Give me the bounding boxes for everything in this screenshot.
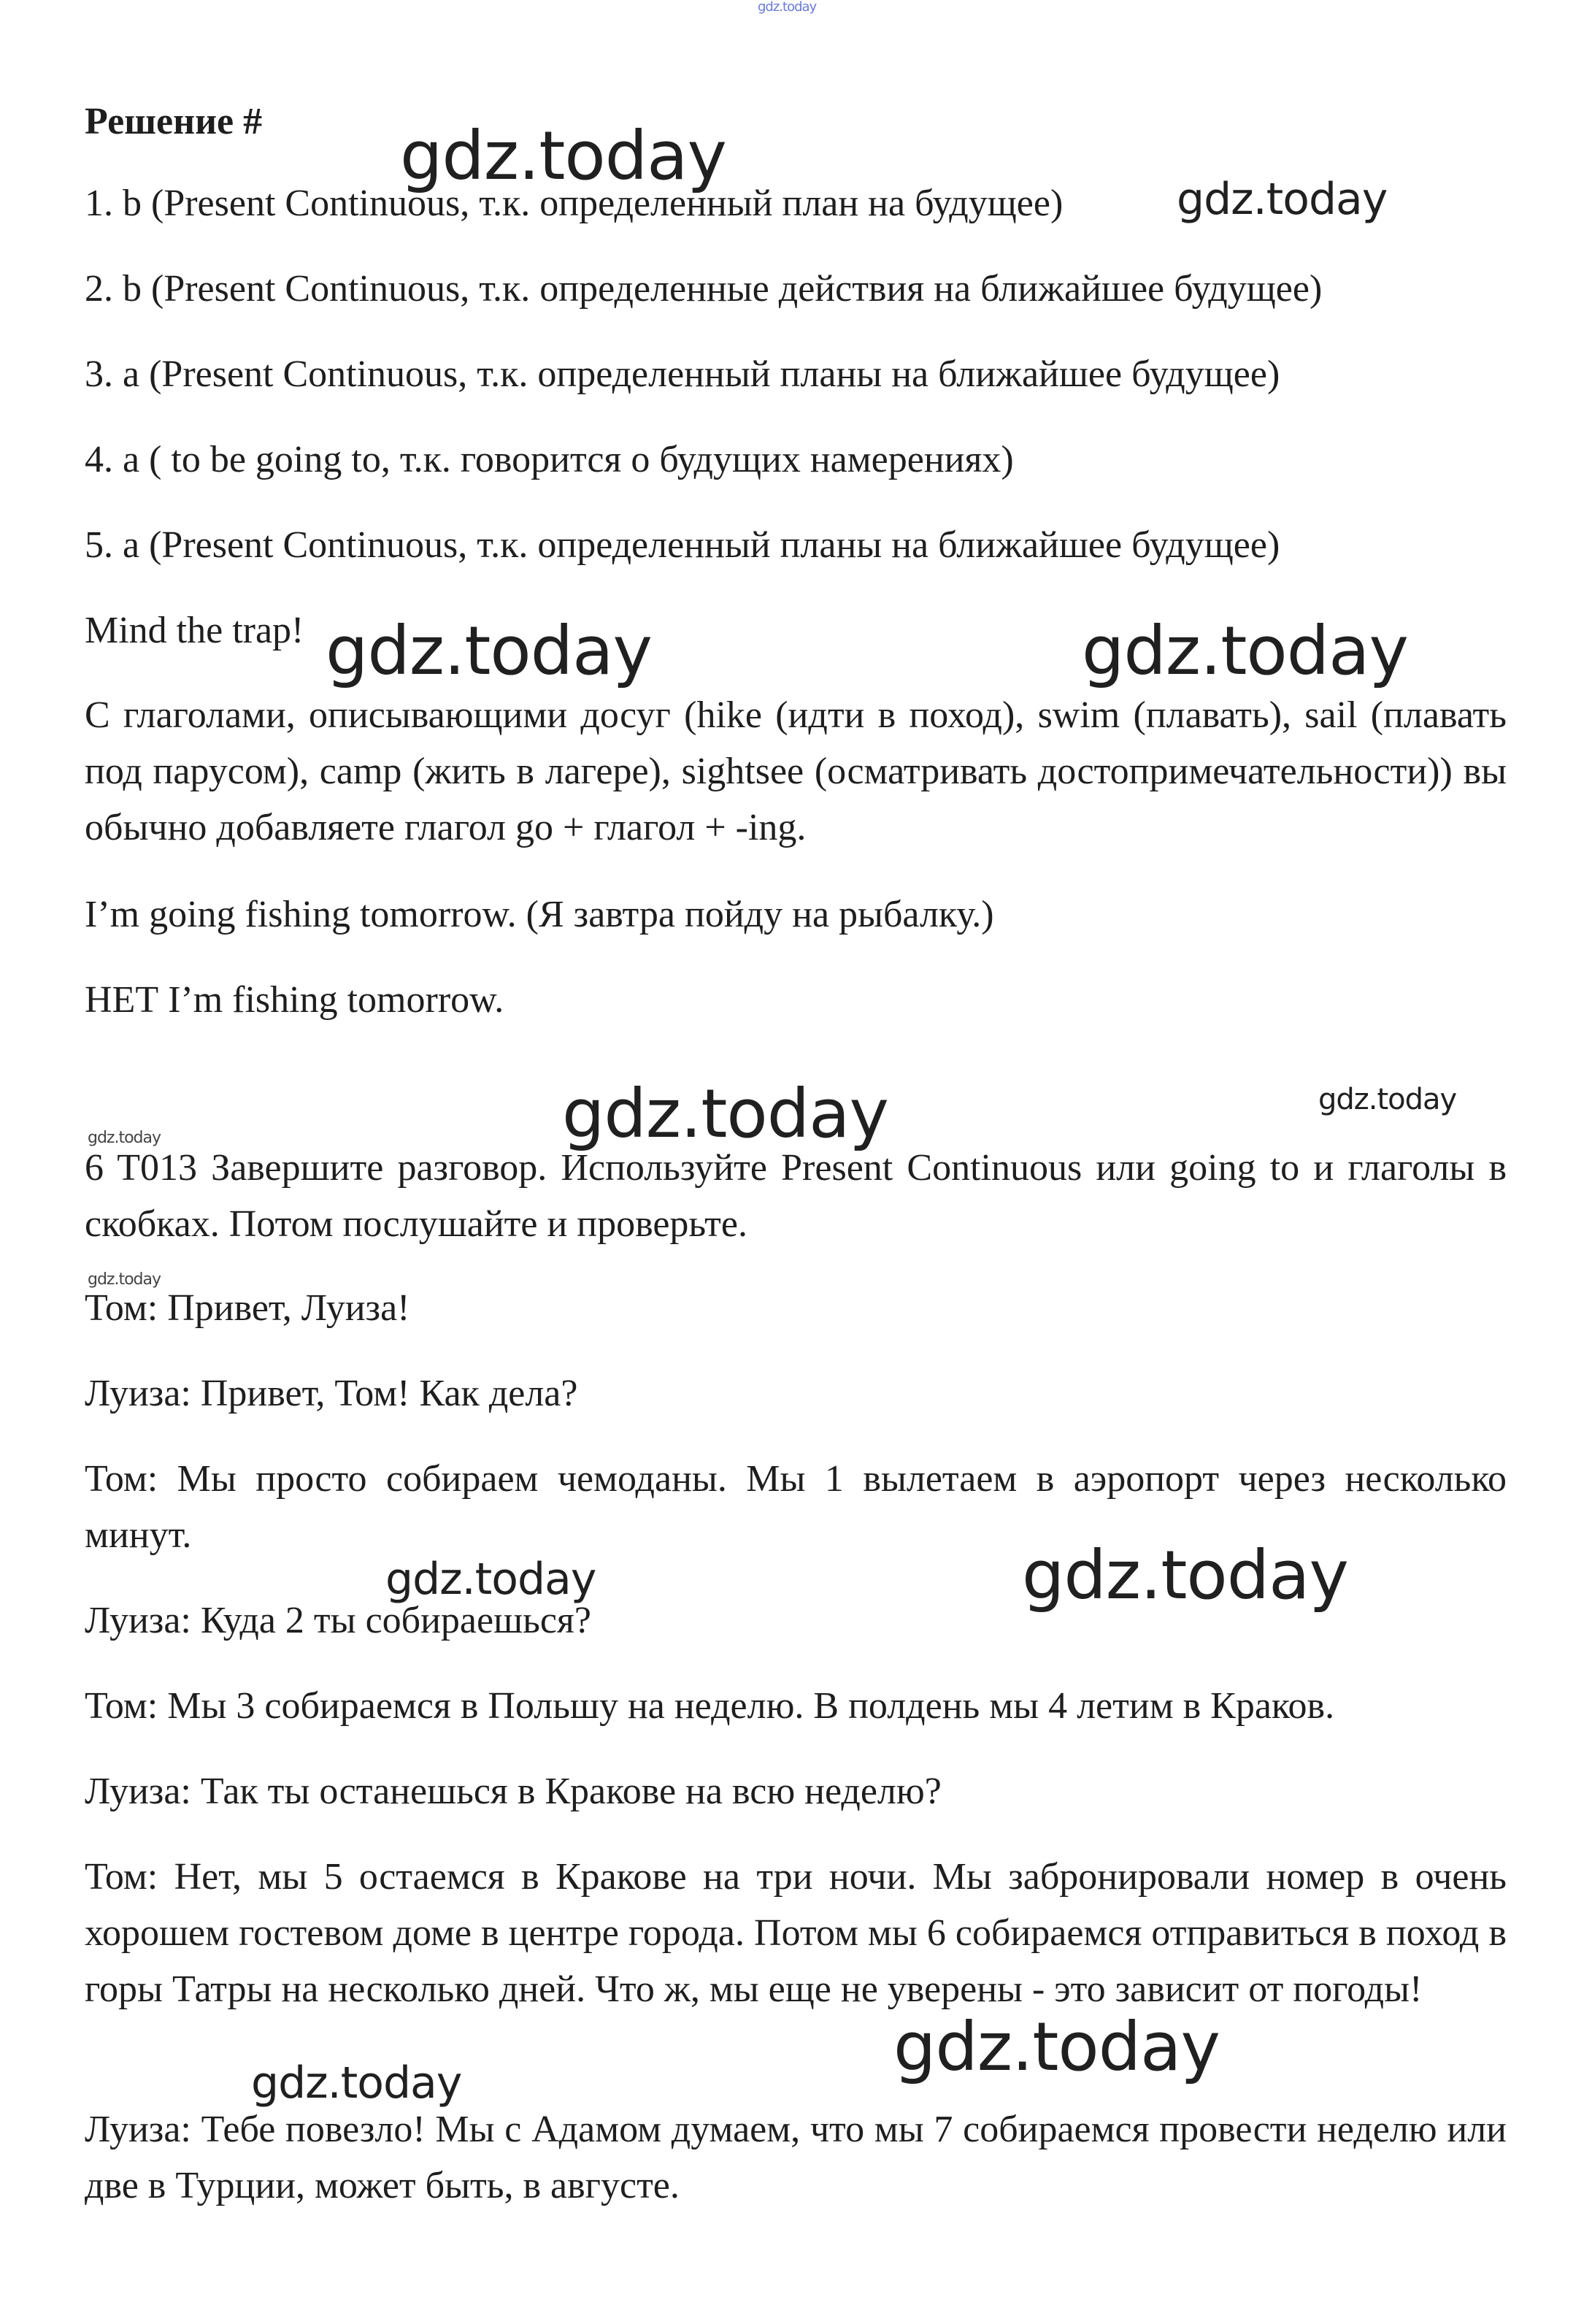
dialogue-line: Луиза: Привет, Том! Как дела? [85,1373,578,1414]
dialogue-line: Том: Мы 3 собираемся в Польшу на неделю. В полдень мы 4 летим в Краков. [85,1685,1335,1727]
watermark: gdz.today [1022,1536,1348,1614]
header-watermark: gdz.today [758,0,817,15]
dialogue-line: Том: Нет, мы 5 остаемся в Кракове на три ночи. Мы забронировали номер в очень хорошем гостевом доме в центре города. Потом мы 6 собираемся отправиться в поход в горы Татры на несколько дней. Что ж, мы еще не уверены - это зависит от погоды! [85,1856,1507,2010]
watermark: gdz.today [400,117,726,195]
trap-heading: Mind the trap! [85,610,304,651]
dialogue-line: Луиза: Тебе повезло! Мы с Адамом думаем, что мы 7 собираемся провести неделю или две в Турции, может быть, в августе. [85,2109,1507,2206]
answer-item: 1. b (Present Continuous, т.к. определенный план на будущее) [85,183,1064,224]
trap-example: I’m going fishing tomorrow. (Я завтра пойду на рыбалку.) [85,894,994,935]
watermark: gdz.today [562,1075,888,1153]
watermark: gdz.today [1082,612,1408,690]
dialogue-line: Том: Мы просто собираем чемоданы. Мы 1 вылетаем в аэропорт через несколько минут. [85,1458,1507,1556]
watermark: gdz.today [1177,174,1388,225]
trap-counter-example: НЕТ I’m fishing tomorrow. [85,979,504,1021]
watermark: gdz.today [893,2008,1220,2086]
dialogue-line: Том: Привет, Луиза! [85,1287,410,1329]
answer-item: 3. a (Present Continuous, т.к. определенный планы на ближайшее будущее) [85,353,1280,395]
watermark: gdz.today [88,1129,161,1147]
dialogue-line: Луиза: Куда 2 ты собираешься? [85,1600,591,1641]
watermark: gdz.today [385,1554,596,1605]
task-instruction: 6 T013 Завершите разговор. Используйте Present Continuous или going to и глаголы в скобках. Потом послушайте и проверьте. [85,1147,1507,1245]
watermark: gdz.today [326,612,652,690]
watermark: gdz.today [1318,1083,1457,1116]
answer-item: 4. a ( to be going to, т.к. говорится о будущих намерениях) [85,439,1014,480]
watermark: gdz.today [88,1270,161,1289]
answer-item: 5. a (Present Continuous, т.к. определенный планы на ближайшее будущее) [85,524,1280,566]
trap-paragraph: С глаголами, описывающими досуг (hike (идти в поход), swim (плавать), sail (плавать под парусом), camp (жить в лагере), sightsee (осматривать достопримечательности)) вы обычно добавляете глагол go + глагол + -ing. [85,694,1507,848]
solution-title: Решение # [85,101,263,142]
dialogue-line: Луиза: Так ты останешься в Кракове на всю неделю? [85,1771,942,1812]
watermark: gdz.today [251,2058,462,2109]
answer-item: 2. b (Present Continuous, т.к. определенные действия на ближайшее будущее) [85,268,1323,310]
